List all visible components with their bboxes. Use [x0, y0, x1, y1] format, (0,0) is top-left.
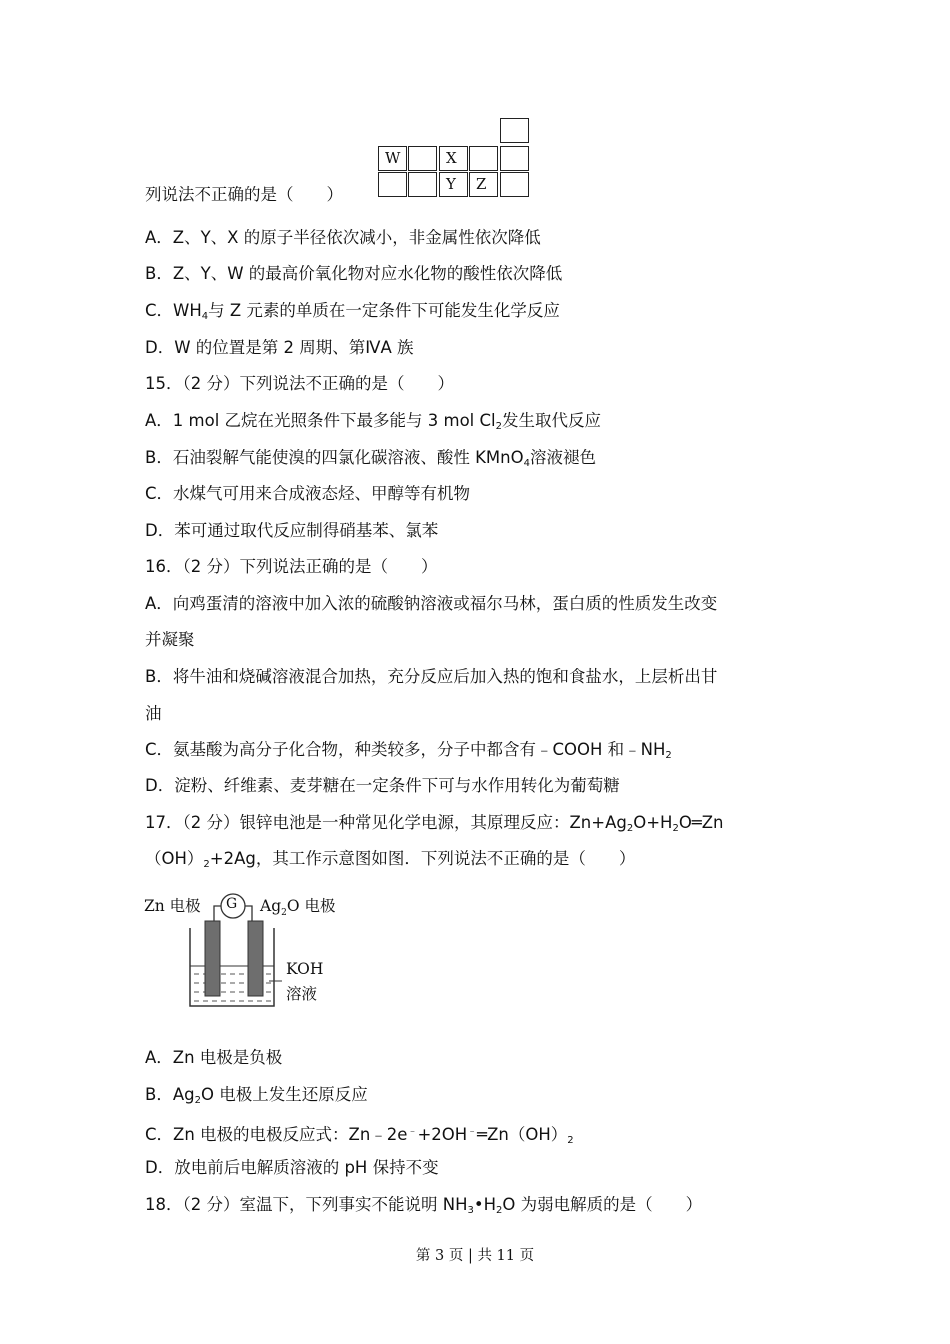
table-cell-x: X	[439, 146, 468, 171]
text-segment: 18．（2 分）室温下，下列事实不能说明 NH	[145, 1195, 468, 1214]
koh-label: KOH	[286, 960, 324, 978]
subscript: 2	[567, 1135, 574, 1146]
text-segment: ═Zn（OH）	[477, 1125, 568, 1144]
text-segment: 15．（2 分）下列说法不正确的是（ ）	[145, 374, 454, 393]
text-segment: 16．（2 分）下列说法正确的是（ ）	[145, 557, 438, 576]
table-cell	[408, 172, 437, 197]
ag2o-text-post: O 电极	[286, 897, 336, 915]
text-line	[145, 774, 620, 798]
periodic-table-fragment	[378, 118, 532, 198]
text-line	[145, 847, 635, 877]
text-segment: •H	[473, 1195, 496, 1214]
subscript: 2	[495, 421, 502, 432]
table-cell	[500, 172, 529, 197]
text-line	[145, 482, 470, 506]
subscript: 3	[467, 1205, 474, 1216]
subscript: 4	[201, 311, 209, 322]
text-segment: D．放电前后电解质溶液的 pH 保持不变	[145, 1158, 439, 1177]
text-segment: C．氨基酸为高分子化合物，种类较多，分子中都含有﹣COOH 和﹣NH	[145, 740, 666, 759]
text-line	[145, 1193, 702, 1223]
text-line	[145, 1046, 282, 1070]
text-segment: 油	[145, 704, 162, 723]
text-segment: C．水煤气可用来合成液态烃、甲醇等有机物	[145, 484, 471, 503]
subscript: 2	[672, 823, 679, 834]
text-line	[145, 262, 562, 286]
superscript: ﹣	[407, 1126, 418, 1137]
table-cell-w: W	[378, 146, 407, 171]
ag2o-text: Ag	[260, 897, 282, 915]
table-cell	[408, 146, 437, 171]
text-line	[145, 665, 717, 689]
text-segment: C．WH	[145, 301, 202, 320]
text-line	[145, 555, 438, 579]
page-footer: 第 3 页 | 共 11 页	[415, 1248, 535, 1264]
text-segment: 溶液褪色	[529, 448, 596, 467]
text-segment: B．石油裂解气能使溴的四氯化碳溶液、酸性 KMnO	[145, 448, 524, 467]
text-segment: C．Zn 电极的电极反应式：Zn﹣2e	[145, 1125, 408, 1144]
text-line	[145, 592, 717, 616]
text-segment: 发生取代反应	[502, 411, 601, 430]
text-segment: O+H	[633, 813, 673, 832]
text-segment: D．苯可通过取代反应制得硝基苯、氯苯	[145, 521, 439, 540]
text-line	[145, 702, 162, 726]
text-segment: B．Ag	[145, 1085, 195, 1104]
text-line	[145, 1120, 574, 1153]
text-line	[145, 1083, 368, 1113]
text-segment: A．向鸡蛋清的溶液中加入浓的硫酸钠溶液或福尔马林，蛋白质的性质发生改变	[145, 594, 718, 613]
text-line	[145, 1156, 439, 1180]
text-line	[145, 336, 414, 360]
text-segment: 列说法不正确的是（ ）	[145, 185, 343, 204]
text-line	[145, 372, 454, 396]
text-segment: 并凝聚	[145, 630, 195, 649]
subscript: 2	[203, 859, 210, 870]
subscript: 4	[523, 458, 530, 469]
text-segment: O═Zn	[678, 813, 724, 832]
text-line	[145, 446, 596, 476]
solution-label: 溶液	[286, 985, 318, 1003]
text-line	[145, 409, 601, 439]
text-segment: +2Ag，其工作示意图如图．下列说法不正确的是（ ）	[209, 849, 636, 868]
text-line	[145, 738, 672, 768]
text-line	[145, 226, 541, 250]
table-cell	[469, 146, 498, 171]
table-cell-y: Y	[439, 172, 468, 197]
text-segment: 17．（2 分）银锌电池是一种常见化学电源，其原理反应：Zn+Ag	[145, 813, 627, 832]
battery-diagram	[144, 888, 344, 1013]
galvanometer-label: G	[226, 896, 238, 912]
subscript: 2	[626, 823, 634, 834]
text-segment: +2OH	[417, 1125, 468, 1144]
ag2o-electrode-label	[260, 894, 336, 918]
superscript: ﹣	[467, 1126, 478, 1137]
text-segment: A．1 mol 乙烷在光照条件下最多能与 3 mol Cl	[145, 411, 496, 430]
text-segment: O 为弱电解质的是（ ）	[502, 1195, 703, 1214]
text-segment: O 电极上发生还原反应	[200, 1085, 368, 1104]
subscript: 2	[194, 1095, 201, 1106]
text-segment: B．将牛油和烧碱溶液混合加热，充分反应后加入热的饱和食盐水，上层析出甘	[145, 667, 718, 686]
subscript: 2	[665, 750, 672, 761]
text-segment: D．W 的位置是第 2 周期、第ⅣA 族	[145, 338, 414, 357]
text-segment: A．Z、Y、X 的原子半径依次减小，非金属性依次降低	[145, 228, 541, 247]
text-segment: 与 Z 元素的单质在一定条件下可能发生化学反应	[208, 301, 560, 320]
text-segment: A．Zn 电极是负极	[145, 1048, 283, 1067]
text-line	[145, 183, 343, 207]
zn-electrode-label: Zn 电极	[144, 897, 201, 915]
text-line	[145, 519, 438, 543]
text-line	[145, 299, 560, 329]
ag2o-subscript: 2	[281, 908, 287, 919]
text-segment: B．Z、Y、W 的最高价氧化物对应水化物的酸性依次降低	[145, 264, 563, 283]
text-line	[145, 811, 724, 841]
table-cell	[500, 118, 529, 143]
text-segment: （OH）	[145, 849, 204, 868]
table-cell	[500, 146, 529, 171]
subscript: 2	[496, 1205, 503, 1216]
text-line	[145, 628, 195, 652]
table-cell-z: Z	[469, 172, 498, 197]
text-segment: D．淀粉、纤维素、麦芽糖在一定条件下可与水作用转化为葡萄糖	[145, 776, 620, 795]
table-cell	[378, 172, 407, 197]
